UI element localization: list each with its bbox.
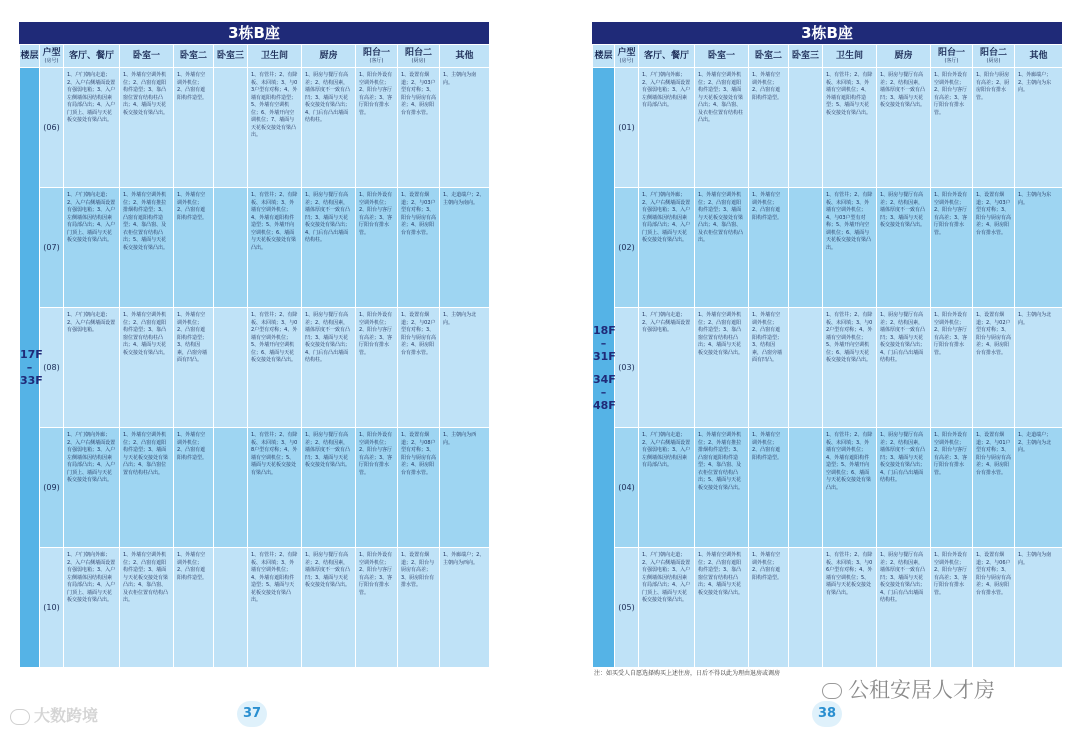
table-cell: 1、外墙有空调外机位；2、凸窗有遮阳构件造型。	[749, 548, 789, 668]
table-cell: 1、外墙有空调外机位；2、凸窗有遮阳构件造型。	[749, 188, 789, 308]
table-cell: 1、主朝向为西向。	[440, 428, 490, 548]
header-cell: 户型 (房号)	[40, 45, 64, 68]
table-row	[20, 428, 490, 548]
table-cell: 1、户门朝向外廊；2、入户右侧墙面设置有强弱电箱；3、入户左侧墙体因结构因素有局部凸出。	[639, 68, 695, 188]
unit-number: (01)	[615, 68, 639, 188]
table-cell: 1、户门朝向走道；2、入户右侧墙面设置有强弱电箱；3、入户左侧墙体因结构因素有局部凸出；4、入户门顶上、墙面与天花板交接处有梁凸出。	[639, 548, 695, 668]
header-cell: 楼层	[20, 45, 40, 68]
table-cell: 1、阳台外设有空调外机位；2、阳台与客厅有高差；3、客厅阳台有排水管。	[931, 308, 973, 428]
unit-number: (09)	[40, 428, 64, 548]
table-cell: 1、主朝向为南向。	[440, 68, 490, 188]
table-cell: 1、主朝向为北向。	[1015, 308, 1063, 428]
header-cell: 卫生间	[823, 45, 877, 68]
table-cell	[214, 188, 248, 308]
unit-number: (06)	[40, 68, 64, 188]
floor-label: 34F	[593, 372, 616, 386]
floor-label: –	[600, 385, 607, 399]
table-cell	[789, 308, 823, 428]
table-cell: 1、外墙有空调外机位；2、凸窗有遮阳构件造型；3、靠凸窗位置有结构柱凸出；4、墙面与天花板交接处有梁凸出。	[120, 308, 174, 428]
unit-number: (05)	[615, 548, 639, 668]
table-cell: 1、阳台外设有空调外机位；2、阳台与客厅有高差；3、客厅阳台有排水管。	[931, 548, 973, 668]
table-row	[20, 188, 490, 308]
table-cell: 1、外廊端户；2、主朝向为西向。	[440, 548, 490, 668]
unit-table	[592, 44, 1063, 668]
table-cell: 1、厨房与餐厅有高差；2、结构因素，墙体厚度不一致有凸凹；3、墙面与天花板交接处有梁凸出；4、门后有凸出墙面结构柱。	[302, 188, 356, 308]
table-cell: 1、设置有烟道；2、阳台与厨房有高差；3、厨房阳台有排水管。	[398, 548, 440, 668]
table-cell: 1、户门朝向走道；2、入户右侧墙面设置有强弱电箱。	[639, 308, 695, 428]
table-cell: 1、外墙有空调外机位；2、外墙有推拉排烟构件造型；3、凸窗有遮阳构件造型；4、靠凸窗、及衣柜位置有结构凸出；5、墙面与天花板交接处有梁凸出。	[695, 428, 749, 548]
table-cell: 1、有管井；2、有降板、未回填；3、与08户型有对称；4、外墙有空调机位；5、墙面与天花板交接处有梁凸出。	[248, 428, 302, 548]
header-cell: 客厅、餐厅	[639, 45, 695, 68]
table-cell: 1、户门朝向外廊；2、入户右侧墙面设置有强弱电箱；3、入户左侧墙体因结构因素有局部凸出；4、入户门顶上、墙面与天花板交接处有梁凸出。	[64, 548, 120, 668]
table-cell	[214, 548, 248, 668]
table-row	[593, 308, 1063, 428]
header-cell: 卧室二	[749, 45, 789, 68]
header-cell: 厨房	[877, 45, 931, 68]
floor-label: 18F	[593, 323, 616, 337]
table-cell: 1、户门朝向走道；2、入户右侧墙面设置有强弱电箱；3、入户左侧墙体因结构因素有局部凸出；4、入户门顶上、墙面与天花板交接处有梁凸出。	[64, 68, 120, 188]
table-cell: 1、户门朝向走道；2、入户右侧墙面设置有强弱电箱。	[64, 308, 120, 428]
table-header-row	[20, 45, 490, 68]
table-cell	[214, 308, 248, 428]
floor-label: –	[600, 336, 607, 350]
table-cell: 1、有管井；2、有降板、未回填；3、与02户型有对称；4、外墙有空调外机位；5、外墙开向空调机位；6、墙面与天花板交接处有梁凸出。	[823, 308, 877, 428]
floor-range	[593, 68, 615, 668]
table-cell: 1、外墙有空调外机位；2、凸窗有遮阳构件造型。	[749, 428, 789, 548]
table-cell: 1、有管井；2、有降板、未回填；3、外墙有空调外机位；4、外墙有遮阳构件造型；5、墙面与天花板交接处有梁凸出。	[248, 548, 302, 668]
table-cell: 1、阳台外设有空调外机位；2、阳台与客厅有高差；3、客厅阳台有排水管。	[356, 68, 398, 188]
table-cell	[789, 548, 823, 668]
header-cell: 客厅、餐厅	[64, 45, 120, 68]
table-cell: 1、户门朝向走道；2、入户右侧墙面设置有强弱电箱；3、入户左侧墙体因结构因素有局部凸出。	[639, 428, 695, 548]
table-row	[593, 428, 1063, 548]
header-cell: 楼层	[593, 45, 615, 68]
table-cell: 1、阳台外设有空调外机位；2、阳台与客厅有高差；3、客厅阳台有排水管。	[356, 308, 398, 428]
table-cell: 1、有管井；2、有降板、未回填；3、外墙有空调外机位；4、外墙有遮阳构件造型；5、外墙开向空调机位；6、墙面与天花板交接处有梁凸出。	[823, 428, 877, 548]
table-row	[20, 68, 490, 188]
table-cell: 1、阳台与厨房有高差；2、厨房阳台有排水管。	[973, 68, 1015, 188]
table-cell: 1、户门朝向外廊；2、入户右侧墙面设置有强弱电箱；3、入户左侧墙体因结构因素有局部凸出；4、入户门顶上、墙面与天花板交接处有梁凸出。	[64, 428, 120, 548]
table-cell: 1、设置有烟道；2、与06户型有对称；3、阳台与厨房有高差；4、厨房阳台有排水管。	[973, 548, 1015, 668]
table-cell: 1、厨房与餐厅有高差；2、结构因素，墙体厚度不一致有凸凹；3、墙面与天花板交接处有梁凸出。	[302, 548, 356, 668]
page-number: 37	[237, 701, 267, 727]
table-row	[20, 308, 490, 428]
footnote: 注：如买受人自愿选择购买上述住房，日后不得以此为理由退房或调房	[594, 670, 781, 677]
table-cell: 1、外墙有空调外机位；2、凸窗有遮阳构件造型；3、墙面与天花板交接处有梁凸出；4、靠凸窗、及衣柜位置有结构柱凸出。	[695, 68, 749, 188]
table-cell: 1、厨房与餐厅有高差；2、结构因素，墙体厚度不一致有凸凹；3、墙面与天花板交接处有梁凸出；4、门后有凸出墙面结构柱。	[877, 428, 931, 548]
table-cell: 1、阳台外设有空调外机位；2、阳台与客厅有高差；3、客厅阳台有排水管。	[931, 188, 973, 308]
table-cell: 1、外墙有空调外机位；2、凸窗有遮阳构件造型。	[174, 428, 214, 548]
header-cell: 阳台二 (厨房)	[398, 45, 440, 68]
header-cell: 厨房	[302, 45, 356, 68]
unit-table	[19, 44, 490, 668]
header-cell: 其他	[440, 45, 490, 68]
floor-label: 31F	[593, 349, 616, 363]
table-cell: 1、厨房与餐厅有高差；2、结构因素，墙体厚度不一致有凸凹；3、墙面与天花板交接处有梁凸出；4、门后有凸出墙面结构柱。	[302, 68, 356, 188]
table-cell: 1、外墙有空调外机位；2、凸窗有遮阳构件造型；3、墙面与天花板交接处有梁凸出；4、靠凸窗、及衣柜位置有结构凸出。	[120, 548, 174, 668]
table-row	[593, 68, 1063, 188]
unit-number: (02)	[615, 188, 639, 308]
table-cell: 1、厨房与餐厅有高差；2、结构因素，墙体厚度不一致有凸凹；3、墙面与天花板交接处有梁凸出；4、门后有凸出墙面结构柱。	[302, 308, 356, 428]
floor-label: 17F	[20, 348, 43, 361]
floor-label: –	[26, 361, 33, 374]
table-cell: 1、阳台外设有空调外机位；2、阳台与客厅有高差；3、客厅阳台有排水管。	[931, 68, 973, 188]
table-cell	[214, 68, 248, 188]
floor-label: 48F	[593, 398, 616, 412]
unit-number: (07)	[40, 188, 64, 308]
unit-number: (08)	[40, 308, 64, 428]
table-cell: 1、外墙有空调外机位；2、凸窗有遮阳构件造型。	[749, 68, 789, 188]
table-cell: 1、阳台外设有空调外机位；2、阳台与客厅有高差；3、客厅阳台有排水管。	[931, 428, 973, 548]
page-number: 38	[812, 701, 842, 727]
page-title: 3栋B座	[19, 22, 489, 44]
header-cell: 卫生间	[248, 45, 302, 68]
table-cell: 1、设置有烟道；2、与03户型有对称；3、阳台与厨房有高差；4、厨房阳台有排水管。	[398, 188, 440, 308]
unit-number: (04)	[615, 428, 639, 548]
table-cell: 1、外墙有空调外机位；2、外墙有推拉排烟构件造型；3、凸窗有遮阳构件造型；4、靠凸窗、及衣柜位置有结构凸出；5、墙面与天花板交接处有梁凸出。	[120, 188, 174, 308]
table-cell: 1、设置有烟道；2、与08户型有对称；3、阳台与厨房有高差；4、厨房阳台有排水管。	[398, 428, 440, 548]
table-cell	[214, 428, 248, 548]
table-cell: 1、有管井；2、有降板、未回填；3、与06户型有对称；4、外墙有空调机位；5、墙面与天花板交接处有梁凸出。	[823, 548, 877, 668]
table-cell: 1、外墙有空调外机位；2、凸窗有遮阳构件造型。	[174, 188, 214, 308]
table-cell: 1、外墙有空调外机位；2、凸窗有遮阳构件造型；3、结构因素，凸窗旁墙面有凹凸。	[174, 308, 214, 428]
table-cell: 1、设置有烟道；2、与02户型有对称；3、阳台与厨房有高差；4、厨房阳台有排水管。	[398, 308, 440, 428]
table-row	[593, 188, 1063, 308]
table-cell: 1、外墙有空调外机位；2、凸窗有遮阳构件造型。	[174, 68, 214, 188]
table-cell: 1、主朝向为北向。	[440, 308, 490, 428]
unit-number: (10)	[40, 548, 64, 668]
table-cell: 1、厨房与餐厅有高差；2、结构因素，墙体厚度不一致有凸凹；3、墙面与天花板交接处有梁凸出。	[877, 68, 931, 188]
table-cell: 1、有管井；2、有降板、未回填；3、外墙有空调外机位；4、外墙有遮阳构件造型；5、外墙开向空调机位；6、墙面与天花板交接处有梁凸出。	[248, 188, 302, 308]
header-cell: 户型 (房号)	[615, 45, 639, 68]
header-cell: 卧室一	[120, 45, 174, 68]
header-cell: 阳台一 (客厅)	[356, 45, 398, 68]
table-header-row	[593, 45, 1063, 68]
wechat-icon	[10, 709, 30, 725]
table-cell: 1、外墙有空调外机位；2、凸窗有遮阳构件造型。	[174, 548, 214, 668]
table-cell: 1、有管井；2、有降板、未回填；3、外墙有空调外机位；4、与03户型有对称；5、外墙开向空调机位；6、墙面与天花板交接处有梁凸出。	[823, 188, 877, 308]
table-cell	[789, 188, 823, 308]
table-cell: 1、设置有烟道；2、与03户型有对称；3、阳台与厨房有高差；4、厨房阳台有排水管。	[398, 68, 440, 188]
watermark-left: 大数跨境	[10, 703, 98, 726]
header-cell: 卧室三	[214, 45, 248, 68]
left-page	[19, 22, 489, 668]
table-cell: 1、阳台外设有空调外机位；2、阳台与客厅有高差；3、客厅阳台有排水管。	[356, 188, 398, 308]
table-cell: 1、厨房与餐厅有高差；2、结构因素，墙体厚度不一致有凸凹；3、墙面与天花板交接处有梁凸出；4、门后有凸出墙面结构柱。	[877, 308, 931, 428]
header-cell: 卧室三	[789, 45, 823, 68]
header-cell: 卧室一	[695, 45, 749, 68]
table-cell: 1、外墙有空调外机位；2、凸窗有遮阳构件造型；3、结构因素，凸窗旁墙面有凹凸。	[749, 308, 789, 428]
right-page	[592, 22, 1062, 668]
table-cell: 1、厨房与餐厅有高差；2、结构因素，墙体厚度不一致有凸凹；3、墙面与天花板交接处有梁凸出；4、门后有凸出墙面结构柱。	[877, 548, 931, 668]
table-cell: 1、设置有烟道；2、与02户型有对称；3、阳台与厨房有高差；4、厨房阳台有排水管。	[973, 308, 1015, 428]
page-title: 3栋B座	[592, 22, 1062, 44]
header-cell: 卧室二	[174, 45, 214, 68]
header-cell: 阳台二 (厨房)	[973, 45, 1015, 68]
table-row	[593, 548, 1063, 668]
table-cell: 1、阳台外设有空调外机位；2、阳台与客厅有高差；3、客厅阳台有排水管。	[356, 428, 398, 548]
table-cell: 1、设置有烟道；2、与03户型有对称；3、阳台与厨房有高差；4、厨房阳台有排水管。	[973, 188, 1015, 308]
table-cell	[789, 68, 823, 188]
table-cell: 1、户门朝向走道；2、入户右侧墙面设置有强弱电箱；3、入户左侧墙体因结构因素有局部凸出；4、入户门顶上、墙面与天花板交接处有梁凸出。	[64, 188, 120, 308]
table-cell: 1、厨房与餐厅有高差；2、结构因素，墙体厚度不一致有凸凹；3、墙面与天花板交接处有梁凸出。	[877, 188, 931, 308]
header-cell: 其他	[1015, 45, 1063, 68]
table-row	[20, 548, 490, 668]
table-cell	[789, 428, 823, 548]
table-cell: 1、走道端户；2、主朝向为南向。	[440, 188, 490, 308]
table-cell: 1、主朝向为东向。	[1015, 188, 1063, 308]
wechat-icon	[822, 683, 842, 699]
floor-label: 33F	[20, 374, 43, 387]
table-cell: 1、户门朝向外廊；2、入户右侧墙面设置有强弱电箱；3、入户左侧墙体因结构因素有局部凸出；4、入户门顶上、墙面与天花板交接处有梁凸出。	[639, 188, 695, 308]
unit-number: (03)	[615, 308, 639, 428]
table-cell: 1、外廊端户；2、主朝向为东向。	[1015, 68, 1063, 188]
table-cell: 1、有管井；2、有降板、未回填；3、与03户型有对称；4、外墙有遮阳构件造型；5、外墙有空调机位；6、外墙开向空调机位；7、墙面与天花板交接处有梁凸出。	[248, 68, 302, 188]
table-cell: 1、外墙有空调外机位；2、凸窗有遮阳构件造型；3、墙面与天花板交接处有梁凸出；4、靠凸窗位置有结构柱凸出。	[120, 428, 174, 548]
table-cell: 1、有管井；2、有降板、未回填；3、与02户型有对称；4、外墙有空调外机位；5、外墙开向空调机位；6、墙面与天花板交接处有梁凸出。	[248, 308, 302, 428]
table-cell: 1、厨房与餐厅有高差；2、结构因素，墙体厚度不一致有凸凹；3、墙面与天花板交接处有梁凸出。	[302, 428, 356, 548]
table-cell: 1、走道端户；2、主朝向为北向。	[1015, 428, 1063, 548]
table-cell: 1、主朝向为南向。	[1015, 548, 1063, 668]
table-cell: 1、外墙有空调外机位；2、凸窗有遮阳构件造型；3、靠凸窗位置有结构柱凸出；4、墙面与天花板交接处有梁凸出。	[695, 548, 749, 668]
table-cell: 1、有管井；2、有降板、未回填；3、外墙有空调机位；4、外墙有遮阳构件造型；5、墙面与天花板交接处有梁凸出。	[823, 68, 877, 188]
table-cell: 1、外墙有空调外机位；2、凸窗有遮阳构件造型；3、靠凸窗位置有结构柱凸出；4、墙面与天花板交接处有梁凸出。	[120, 68, 174, 188]
table-cell: 1、阳台外设有空调外机位；2、阳台与客厅有高差；3、客厅阳台有排水管。	[356, 548, 398, 668]
table-cell: 1、外墙有空调外机位；2、凸窗有遮阳构件造型；3、墙面与天花板交接处有梁凸出；4、靠凸窗、及衣柜位置有结构凸出。	[695, 188, 749, 308]
floor-range	[20, 68, 43, 668]
table-cell: 1、外墙有空调外机位；2、凸窗有遮阳构件造型；3、靠凸窗位置有结构柱凸出；4、墙面与天花板交接处有梁凸出。	[695, 308, 749, 428]
table-cell: 1、设置有烟道；2、与01户型有对称；3、阳台与厨房有高差；4、厨房阳台有排水管。	[973, 428, 1015, 548]
header-cell: 阳台一 (客厅)	[931, 45, 973, 68]
watermark-right: 公租安居人才房	[822, 674, 995, 704]
